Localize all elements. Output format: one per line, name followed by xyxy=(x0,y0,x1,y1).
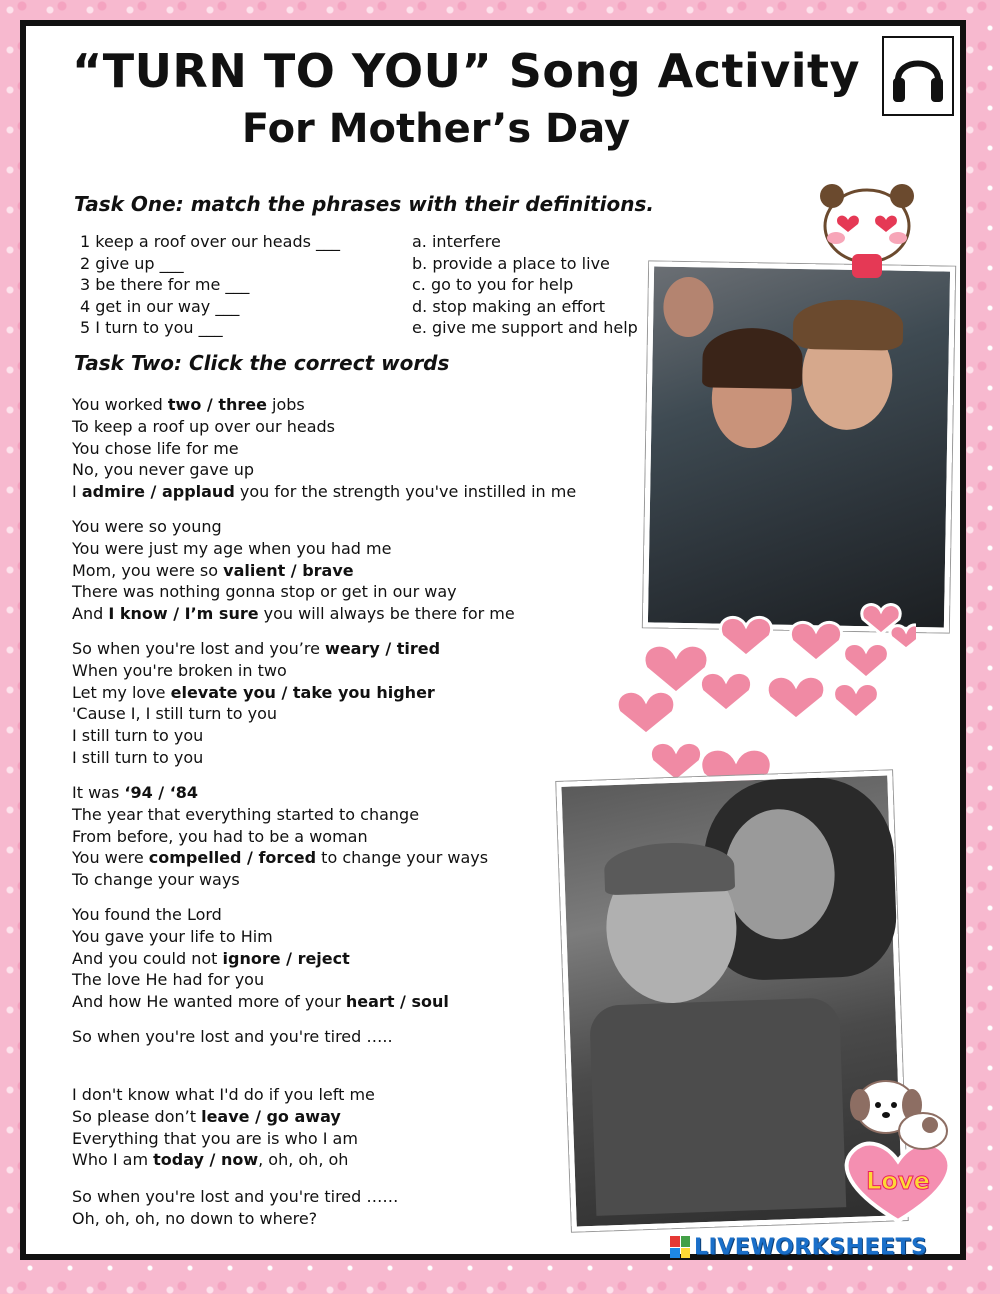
lyric-text: You were xyxy=(72,848,149,868)
lyric-text: The year that everything started to change xyxy=(72,804,420,824)
task-two-heading: Task Two: Click the correct words xyxy=(74,351,450,375)
photo-figure xyxy=(663,277,714,338)
logo-square xyxy=(681,1248,691,1259)
lyric-stanza xyxy=(72,904,449,1013)
phrase-item[interactable]: 2 give up ___ xyxy=(80,253,184,273)
lyric-text: To keep a roof up over our heads xyxy=(72,416,335,436)
word-choice-option[interactable]: ‘94 / ‘84 xyxy=(124,783,199,802)
page-title: “TURN TO YOU” Song Activity xyxy=(71,44,861,98)
lyric-text: I don't know what I'd do if you left me xyxy=(72,1085,375,1104)
lyric-text: Mom, you were so xyxy=(72,560,224,580)
lyric-text: And you could not xyxy=(72,948,223,968)
definition-item: a. interfere xyxy=(412,232,501,251)
word-choice-option[interactable]: two / three xyxy=(167,395,267,414)
phrase-list xyxy=(80,231,340,339)
lyric-text: 'Cause I, I still turn to you xyxy=(72,704,277,724)
lyric-text: And xyxy=(72,604,109,624)
lyric-text: I still turn to you xyxy=(72,726,204,746)
lyric-text: The love He had for you xyxy=(72,970,265,990)
lyric-line xyxy=(72,481,576,503)
photo-mother-and-teen-son xyxy=(643,261,955,632)
lyric-text: Who I am xyxy=(72,1150,154,1170)
lyric-line xyxy=(72,1149,375,1171)
lyric-text: , oh, oh, oh xyxy=(258,1150,349,1170)
audio-button[interactable] xyxy=(882,36,954,116)
lyric-line xyxy=(72,660,440,682)
lyric-line xyxy=(72,1084,375,1106)
word-choice-option[interactable]: heart / soul xyxy=(345,992,449,1012)
lyric-text: So when you're lost and you're tired ….. xyxy=(72,1027,393,1046)
lyric-line xyxy=(72,904,449,926)
lyric-text: And how He wanted more of your xyxy=(72,992,346,1012)
lyric-line xyxy=(72,826,488,848)
lyric-text: You were just my age when you had me xyxy=(72,538,392,558)
phrase-item[interactable]: 5 I turn to you ___ xyxy=(80,318,223,337)
lyric-text: So please don’t xyxy=(72,1106,202,1126)
photo-hair xyxy=(793,299,904,351)
lyric-line xyxy=(72,703,440,725)
word-choice-option[interactable]: ignore / reject xyxy=(222,948,350,968)
lyric-line xyxy=(72,1208,398,1230)
word-choice-option[interactable]: admire / applaud xyxy=(81,482,235,502)
lyric-text: I xyxy=(72,482,82,502)
lyric-line xyxy=(72,416,576,438)
word-choice-option[interactable]: weary / tired xyxy=(325,639,441,658)
definition-item: c. go to you for help xyxy=(412,275,574,294)
lyric-line xyxy=(72,725,440,747)
lyric-text: you will always be there for me xyxy=(258,604,515,624)
lyric-line xyxy=(72,1026,393,1048)
logo-square xyxy=(670,1236,680,1247)
lyric-text: From before, you had to be a woman xyxy=(72,826,368,846)
puppy-love-sticker-icon xyxy=(838,1071,958,1231)
phrase-item[interactable]: 4 get in our way ___ xyxy=(80,296,240,316)
lyric-line xyxy=(72,1128,375,1150)
word-choice-option[interactable]: leave / go away xyxy=(201,1106,341,1126)
lyric-text: You gave your life to Him xyxy=(72,926,273,946)
phrase-item[interactable]: 3 be there for me ___ xyxy=(80,275,250,294)
lyric-line xyxy=(72,459,576,481)
lyric-stanza xyxy=(72,1026,393,1048)
definition-item: e. give me support and help xyxy=(412,318,638,337)
lyric-line xyxy=(72,869,488,891)
lyric-line xyxy=(72,581,515,603)
phrase-item[interactable]: 1 keep a roof over our heads ___ xyxy=(80,232,341,251)
lyric-text: There was nothing gonna stop or get in our way xyxy=(72,582,457,602)
lyric-text: When you're broken in two xyxy=(72,660,287,680)
word-choice-option[interactable]: I know / I’m sure xyxy=(108,604,259,624)
lyric-text: Everything that you are is who I am xyxy=(72,1128,358,1148)
lyric-line xyxy=(72,948,449,970)
lyric-text: No, you never gave up xyxy=(72,460,255,480)
photo-hair xyxy=(702,327,803,389)
definition-item: d. stop making an effort xyxy=(412,296,605,316)
lyric-stanza xyxy=(72,1084,375,1171)
lyric-line xyxy=(72,804,488,826)
lyric-line xyxy=(72,847,488,869)
lyric-line xyxy=(72,682,440,704)
page-subtitle: For Mother’s Day xyxy=(241,106,631,152)
photo-clothing xyxy=(589,997,846,1216)
lyric-text: You were so young xyxy=(72,517,222,536)
lyric-line xyxy=(72,747,440,769)
word-choice-option[interactable]: valient / brave xyxy=(223,560,354,580)
liveworksheets-logo xyxy=(670,1232,970,1262)
logo-text: LIVEWORKSHEETS xyxy=(694,1234,928,1260)
lyric-text: So when you're lost and you’re xyxy=(72,639,326,658)
lyric-stanza xyxy=(72,782,488,891)
logo-square xyxy=(681,1236,691,1247)
task-one-heading: Task One: match the phrases with their definitions. xyxy=(74,192,654,216)
lyric-text: You found the Lord xyxy=(72,905,222,924)
lyric-text: So when you're lost and you're tired …… xyxy=(72,1187,399,1206)
lyric-stanza xyxy=(72,638,440,769)
lyric-line xyxy=(72,603,515,625)
lyric-line xyxy=(72,516,515,538)
lyric-line xyxy=(72,438,576,460)
lyric-text: I still turn to you xyxy=(72,747,204,767)
photo-hair xyxy=(603,841,735,896)
lyric-text: You chose life for me xyxy=(72,438,239,458)
lyric-line xyxy=(72,969,449,991)
hearts-decoration-icon xyxy=(616,586,916,796)
lyric-stanza xyxy=(72,394,576,503)
lyric-text: Oh, oh, oh, no down to where? xyxy=(72,1208,318,1228)
worksheet-page xyxy=(20,20,966,1260)
logo-square xyxy=(670,1248,680,1259)
lyric-line xyxy=(72,394,576,416)
svg-text:Love: Love xyxy=(866,1167,930,1195)
lyric-text: to change your ways xyxy=(316,848,489,868)
logo-mark-icon xyxy=(670,1236,690,1258)
lyric-text: Let my love xyxy=(72,682,171,702)
word-choice-option[interactable]: compelled / forced xyxy=(148,848,317,868)
lyric-stanza xyxy=(72,1186,398,1230)
lyric-line xyxy=(72,1106,375,1128)
lyric-line xyxy=(72,926,449,948)
lyric-line xyxy=(72,782,488,804)
lyric-text: You worked xyxy=(72,395,168,414)
lyric-text: It was xyxy=(72,783,125,802)
lyric-stanza xyxy=(72,516,515,625)
lyric-line xyxy=(72,638,440,660)
panda-sticker-icon xyxy=(812,176,922,286)
lyric-line xyxy=(72,560,515,582)
lyric-text: jobs xyxy=(266,395,305,414)
lyric-text: you for the strength you've instilled in me xyxy=(234,482,577,502)
lyric-line xyxy=(72,991,449,1013)
word-choice-option[interactable]: today / now xyxy=(153,1150,259,1170)
lyric-text: To change your ways xyxy=(72,870,240,890)
headphones-icon xyxy=(890,46,946,106)
word-choice-option[interactable]: elevate you / take you higher xyxy=(170,682,435,702)
definition-list xyxy=(412,231,638,339)
lyric-line xyxy=(72,1186,398,1208)
lyric-line xyxy=(72,538,515,560)
definition-item: b. provide a place to live xyxy=(412,253,610,273)
